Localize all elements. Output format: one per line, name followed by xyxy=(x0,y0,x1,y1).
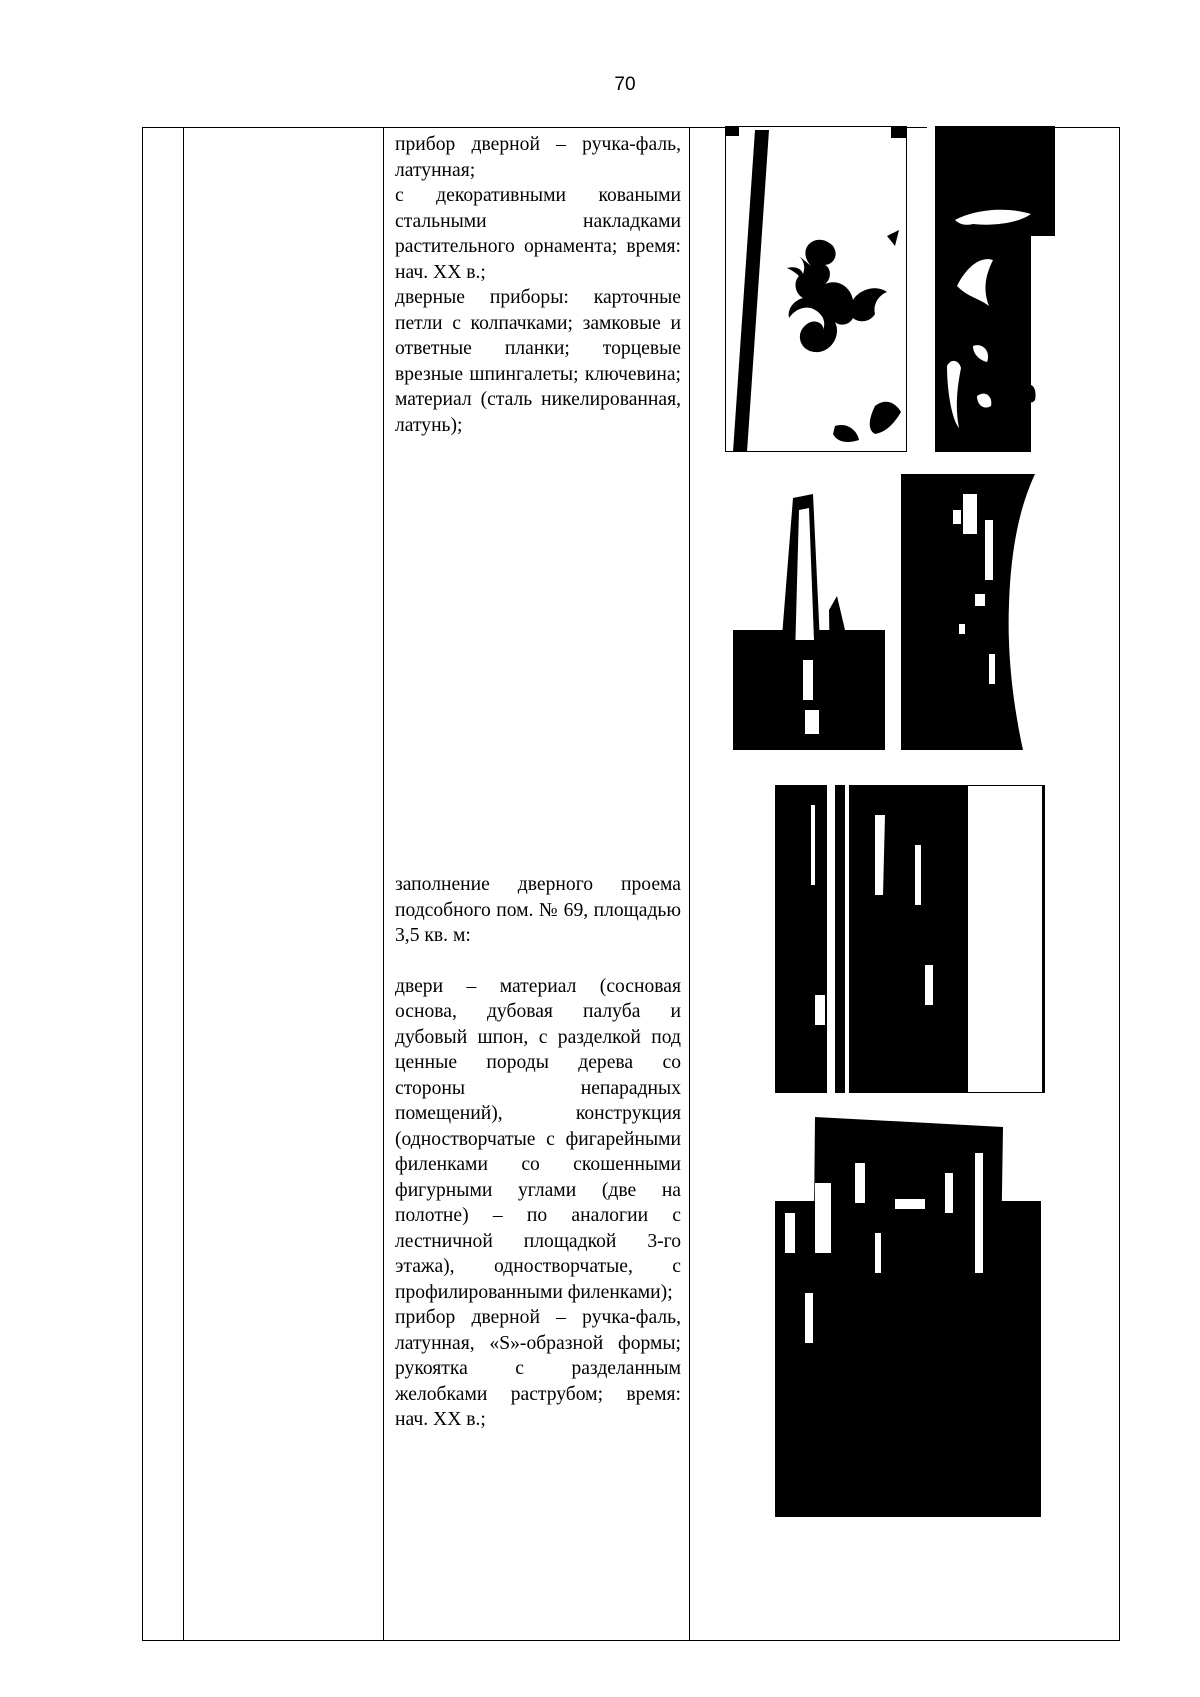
column-divider xyxy=(689,128,690,1640)
door-leaf-closeup-photo xyxy=(775,785,1045,1093)
description-paragraph: заполнение дверного проема подсобного пом. № 69, площадью 3,5 кв. м: xyxy=(395,874,681,946)
description-paragraph: прибор дверной – ручка-фаль, латунная, «S»-образной формы; рукоятка с разделанным желобками раструбом; время: нач. XX в.; xyxy=(395,1307,681,1430)
description-cell xyxy=(395,132,681,438)
column-divider xyxy=(383,128,384,1640)
description-paragraph: дверные приборы: карточные петли с колпачками; замковые и ответные планки; торцевые врезные шпингалеты; ключевина; материал (сталь никелированная, латунь); xyxy=(395,287,681,436)
door-hinge-bracket-photo xyxy=(927,126,1055,452)
description-paragraph: двери – материал (сосновая основа, дубовая палуба и дубовый шпон, с разделкой под ценные породы дерева со стороны непарадных помещений), конструкция (одностворчатые с фигарейными филенками со скошенными фигурными углами (две на полотне) – по аналогии с лестничной площадкой 3-го этажа), одностворчатые, с профилированными филенками); xyxy=(395,975,681,1303)
description-paragraph: прибор дверной – ручка-фаль, латунная; xyxy=(395,134,681,181)
description-paragraph: с декоративными коваными стальными накладками растительного орнамента; время: нач. XX в.; xyxy=(395,185,681,283)
doorway-photo xyxy=(775,1113,1041,1517)
door-handle-ornament-photo xyxy=(725,126,907,452)
door-edge-latch-photo xyxy=(733,480,885,750)
description-cell-lower xyxy=(395,872,681,1433)
heritage-table xyxy=(142,127,1120,1641)
page-number: 70 xyxy=(614,74,636,95)
door-frame-detail-photo xyxy=(901,474,1071,750)
column-divider xyxy=(183,128,184,1640)
